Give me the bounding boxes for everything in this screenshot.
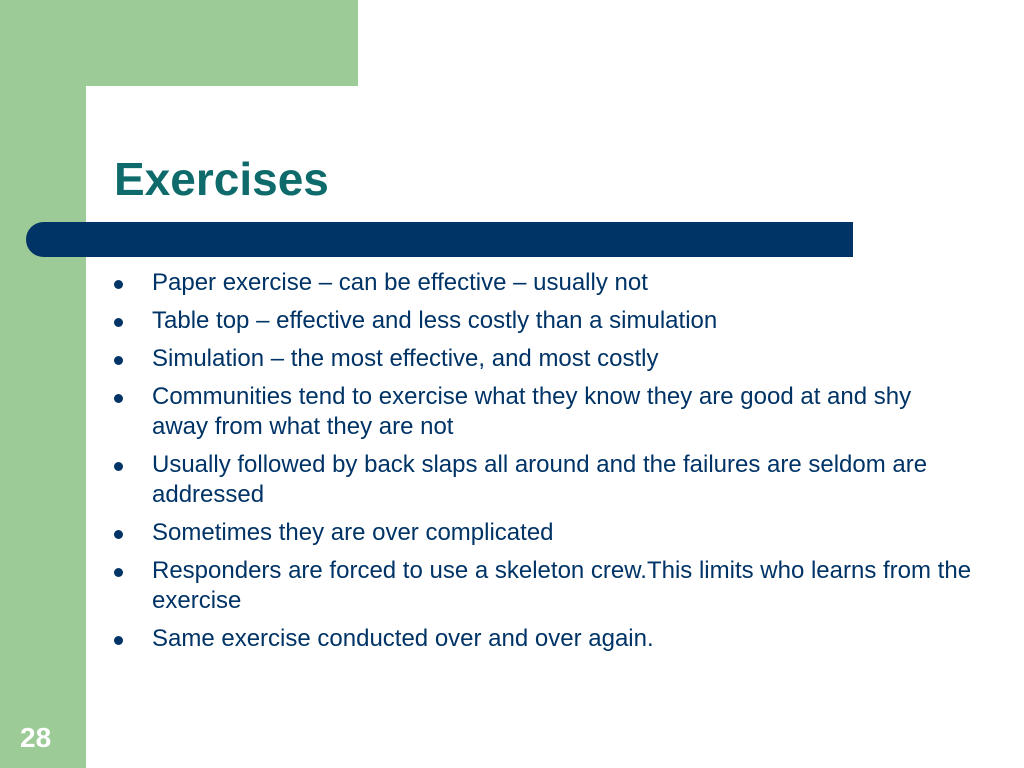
bullet-item bbox=[152, 556, 972, 616]
bullet-text: Simulation – the most effective, and most costly bbox=[152, 345, 659, 372]
bullet-dot-icon bbox=[114, 280, 123, 289]
bullet-list bbox=[152, 268, 972, 662]
bullet-dot-icon bbox=[114, 356, 123, 365]
bullet-item bbox=[152, 268, 972, 298]
title-underline-bar bbox=[26, 222, 853, 257]
bullet-text: Same exercise conducted over and over again. bbox=[152, 625, 654, 652]
bullet-dot-icon bbox=[114, 568, 123, 577]
bullet-item bbox=[152, 344, 972, 374]
bullet-text: Responders are forced to use a skeleton crew.This limits who learns from the exercise bbox=[152, 557, 972, 614]
bullet-dot-icon bbox=[114, 462, 123, 471]
bullet-dot-icon bbox=[114, 394, 123, 403]
bullet-text: Paper exercise – can be effective – usually not bbox=[152, 269, 648, 296]
green-top-band bbox=[86, 0, 358, 86]
bullet-text: Sometimes they are over complicated bbox=[152, 519, 554, 546]
slide-title: Exercises bbox=[114, 153, 329, 205]
bullet-dot-icon bbox=[114, 530, 123, 539]
bullet-dot-icon bbox=[114, 636, 123, 645]
bullet-item bbox=[152, 382, 972, 442]
page-number: 28 bbox=[20, 722, 52, 753]
bullet-dot-icon bbox=[114, 318, 123, 327]
bullet-item bbox=[152, 450, 972, 510]
bullet-text: Communities tend to exercise what they know they are good at and shy away from what they are not bbox=[152, 383, 912, 440]
bullet-item bbox=[152, 624, 972, 654]
bullet-text: Table top – effective and less costly than a simulation bbox=[152, 307, 718, 334]
bullet-item bbox=[152, 518, 972, 548]
bullet-item bbox=[152, 306, 972, 336]
bullet-text: Usually followed by back slaps all around and the failures are seldom are addressed bbox=[152, 451, 928, 508]
green-side-band bbox=[0, 0, 86, 768]
